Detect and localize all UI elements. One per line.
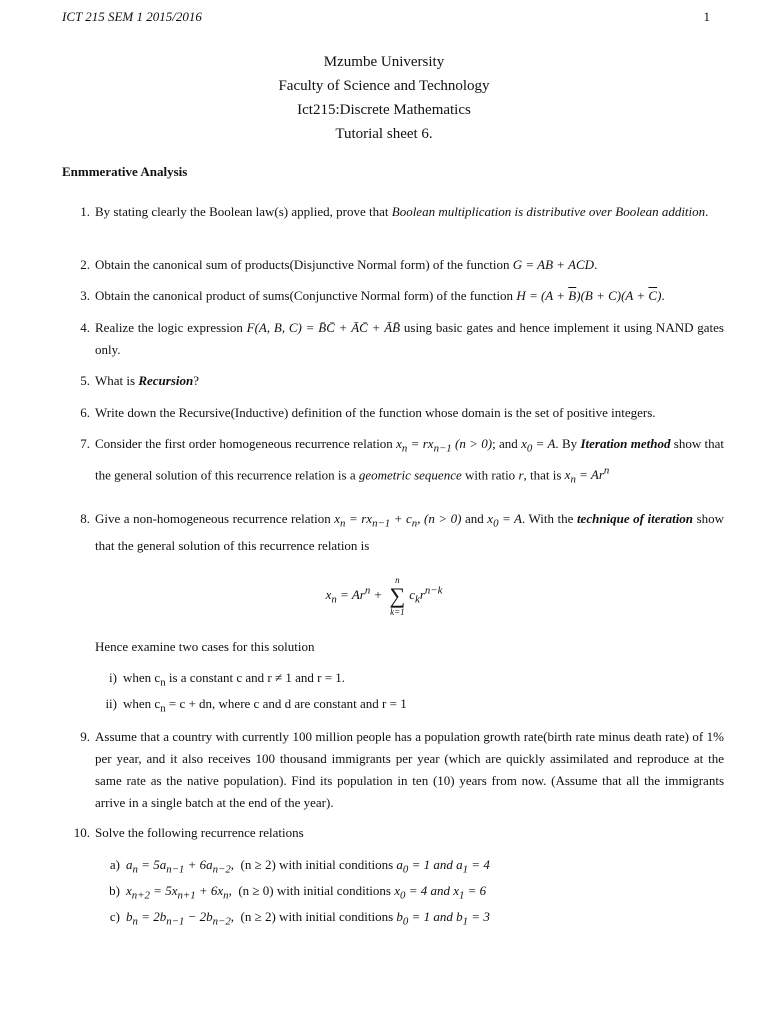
case-item: ii) when $c_n = c$ + dn, where c and d are constant and r = 1 xyxy=(105,696,407,715)
section-heading: Enmmerative Analysis xyxy=(62,164,188,179)
university-name: Mzumbe University xyxy=(323,54,445,70)
question-8 xyxy=(62,508,724,557)
question-text-end: . xyxy=(594,257,598,272)
recurrence-item: b) $x_{n+2} = 5x_{n+1} + 6x_n$, (n ≥ 0) with initial conditions $x_0 = 4$ and $x_1 = 6$ xyxy=(109,883,487,902)
question-number: 8. xyxy=(80,511,90,526)
question-number: 10. xyxy=(73,825,90,840)
question-text: Realize the logic expression xyxy=(95,320,247,335)
question-text: Consider the first order homogeneous recurrence relation $x_n = rx_{n-1}$ (n > 0); and $x_0 = A$. By Iteration method show that the general solution of this recurrence relation is a geometric sequence with ratio r, that is $x_n = Ar^n$ xyxy=(95,436,725,486)
course-title: Ict215:Discrete Mathematics xyxy=(297,102,471,118)
question-emphasis: Boolean multiplication is distributive over Boolean addition xyxy=(391,204,706,219)
sheet-title: Tutorial sheet 6. xyxy=(335,126,433,142)
question-number: 2. xyxy=(80,257,90,272)
question-text: Obtain the canonical sum of products(Disjunctive Normal form) of the function xyxy=(95,257,513,272)
running-header: ICT 215 SEM 1 2015/2016 xyxy=(62,9,202,24)
math-expression: $H = (A + \overline{B})(B + C)(A + \overline{C})$ xyxy=(516,288,662,303)
display-formula: $x_n = Ar^n$ + n ∑ k=1 $c_kr^{n-k}$ xyxy=(325,575,443,617)
question-text: By stating clearly the Boolean law(s) applied, prove that xyxy=(95,204,392,219)
title-block xyxy=(0,50,768,146)
question-5 xyxy=(62,370,724,392)
question-7 xyxy=(62,433,724,491)
question-number: 1. xyxy=(80,204,90,219)
question-number: 7. xyxy=(80,436,90,451)
question-text: Assume that a country with currently 100 million people has a population growth rate(birth rate minus death rate) of 1% per year, and it also receives 100 thousand immigrants per year (which are quickly assimilated and reproduce at the same rate as the native population). Find its population in ten (10) years from now. (Assume that all the immigrants arrive in a single batch at the end of the year). xyxy=(95,729,724,810)
question-number: 5. xyxy=(80,373,90,388)
math-expression: G = AB + ACD xyxy=(512,257,595,272)
page-number: 1 xyxy=(703,9,710,24)
question-9 xyxy=(62,726,724,814)
math-expression: F(A, B, C) = B̄C̄ + ĀC̄ + ĀB̄ xyxy=(246,320,401,335)
question-3 xyxy=(62,285,724,307)
question-number: 9. xyxy=(80,729,90,744)
question-text-end: using basic gates and hence implement it using NAND gates only. xyxy=(95,320,724,357)
question-4 xyxy=(62,317,724,361)
question-text-end: ? xyxy=(193,373,200,388)
question-2 xyxy=(62,254,724,276)
question-emphasis: Recursion xyxy=(138,373,194,388)
recurrence-item: c) $b_n = 2b_{n-1} - 2b_{n-2}$, (n ≥ 2) with initial conditions $b_0 = 1$ and $b_1 = 3$ xyxy=(109,909,490,928)
question-number: 6. xyxy=(80,405,90,420)
question-number: 4. xyxy=(80,320,90,335)
recurrence-item: a) $a_n = 5a_{n-1} + 6a_{n-2}$, (n ≥ 2) with initial conditions $a_0 = 1$ and $a_1 = 4$ xyxy=(109,857,490,876)
question-number: 3. xyxy=(80,288,90,303)
question-text: Write down the Recursive(Inductive) definition of the function whose domain is the set of positive integers. xyxy=(95,405,656,420)
question-10 xyxy=(62,822,724,844)
question-text-end: . xyxy=(705,204,709,219)
faculty-name: Faculty of Science and Technology xyxy=(278,78,490,94)
summation-symbol: n ∑ k=1 xyxy=(389,575,406,617)
question-text: Give a non-homogeneous recurrence relation $x_n = rx_{n-1} + c_n$, (n > 0) and $x_0 = A$. With the technique of iteration show that the general solution of this recurrence relation is xyxy=(95,511,725,553)
question-text: Obtain the canonical product of sums(Conjunctive Normal form) of the function xyxy=(95,288,517,303)
question-1 xyxy=(62,201,724,223)
question-text: Solve the following recurrence relations xyxy=(95,825,304,840)
question-6 xyxy=(62,402,724,424)
question-text: What is xyxy=(95,373,139,388)
hence-text: Hence examine two cases for this solution xyxy=(95,639,315,654)
question-text-end: . xyxy=(661,288,665,303)
case-item: i) when $c_n$ is a constant c and r ≠ 1 and r = 1. xyxy=(109,670,346,689)
